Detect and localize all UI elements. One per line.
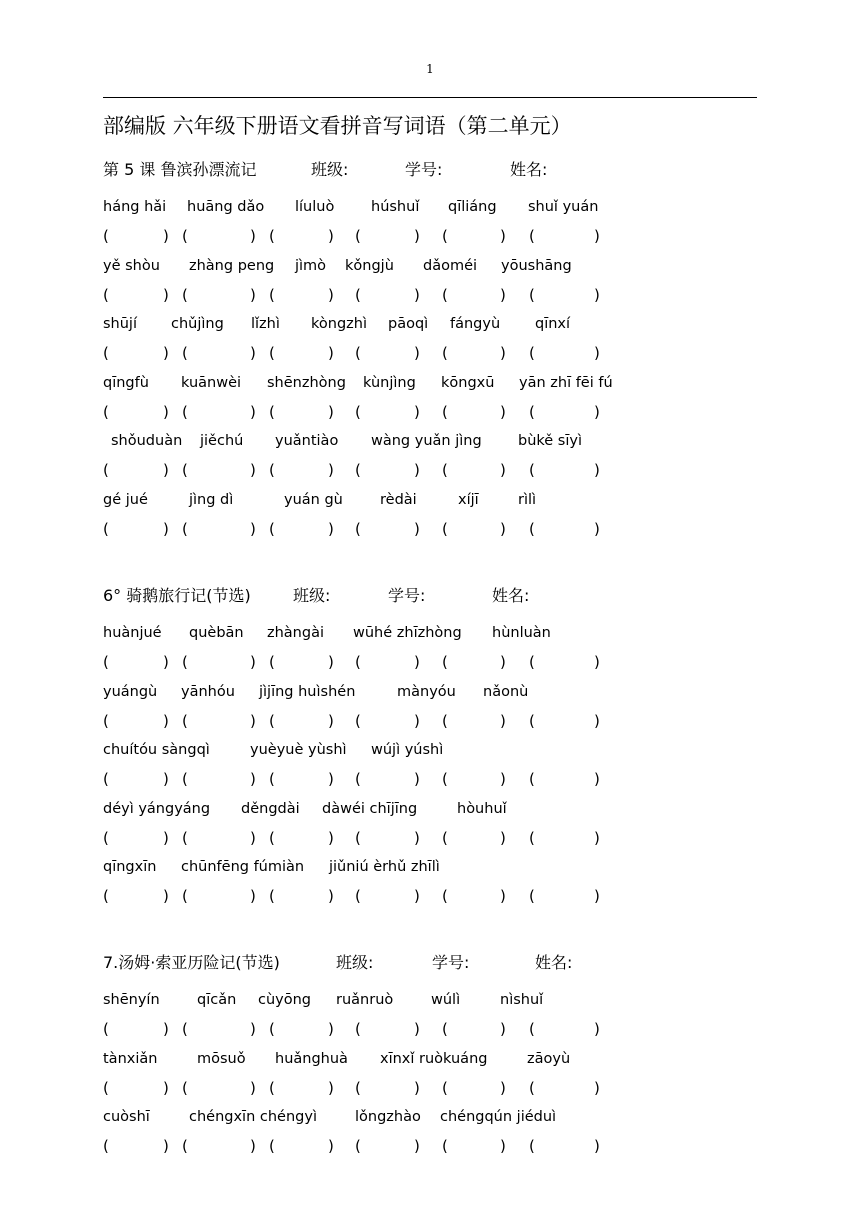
close-paren: ) xyxy=(414,344,420,362)
close-paren: ) xyxy=(414,227,420,245)
open-paren: ( xyxy=(103,227,109,245)
close-paren: ) xyxy=(594,285,600,304)
open-paren: ( xyxy=(529,402,535,421)
pinyin-word: ruǎnruò xyxy=(336,992,394,1008)
close-paren: ) xyxy=(250,1137,256,1155)
pinyin-word: qīngfù xyxy=(103,374,149,391)
open-paren: ( xyxy=(269,519,275,538)
header-rule xyxy=(103,97,757,98)
pinyin-word: shǒuduàn xyxy=(111,433,183,449)
pinyin-row xyxy=(103,369,757,398)
pinyin-word: shūjí xyxy=(103,316,137,332)
open-paren: ( xyxy=(442,770,448,788)
open-paren: ( xyxy=(355,519,361,538)
pinyin-word: shuǐ yuán xyxy=(528,199,599,215)
close-paren: ) xyxy=(250,1078,256,1097)
name-label: 姓名: xyxy=(535,953,573,972)
open-paren: ( xyxy=(182,1078,188,1097)
open-paren: ( xyxy=(269,711,275,730)
exercise-rows xyxy=(103,986,757,1162)
close-paren: ) xyxy=(163,887,169,905)
pinyin-word: yě shòu xyxy=(103,257,160,274)
pinyin-word: wúlì xyxy=(431,992,461,1008)
open-paren: ( xyxy=(355,653,361,671)
close-paren: ) xyxy=(500,1020,506,1038)
answer-blanks-row xyxy=(103,707,757,737)
open-paren: ( xyxy=(182,285,188,304)
open-paren: ( xyxy=(442,653,448,671)
close-paren: ) xyxy=(328,1078,334,1097)
student-id-label: 学号: xyxy=(432,953,470,972)
pinyin-word: quèbān xyxy=(189,625,244,641)
close-paren: ) xyxy=(250,402,256,421)
pinyin-word: rèdài xyxy=(380,491,417,508)
pinyin-word: chūnfēng fúmiàn xyxy=(181,859,305,875)
close-paren: ) xyxy=(328,887,334,905)
pinyin-word: shēnzhòng xyxy=(267,374,346,391)
document-title: 部编版 六年级下册语文看拼音写词语（第二单元） xyxy=(103,114,572,138)
open-paren: ( xyxy=(103,1020,109,1038)
close-paren: ) xyxy=(163,653,169,671)
close-paren: ) xyxy=(328,285,334,304)
close-paren: ) xyxy=(163,1020,169,1038)
open-paren: ( xyxy=(103,1078,109,1097)
open-paren: ( xyxy=(355,1078,361,1097)
close-paren: ) xyxy=(328,344,334,362)
open-paren: ( xyxy=(103,653,109,671)
close-paren: ) xyxy=(250,344,256,362)
pinyin-word: gé jué xyxy=(103,491,148,508)
class-label: 班级: xyxy=(311,160,349,179)
close-paren: ) xyxy=(500,402,506,421)
pinyin-word: kòngzhì xyxy=(311,316,367,332)
open-paren: ( xyxy=(103,828,109,847)
close-paren: ) xyxy=(163,461,169,479)
pinyin-row xyxy=(103,986,757,1015)
answer-blanks-row xyxy=(103,398,757,428)
pinyin-word: xíjī xyxy=(458,491,479,508)
open-paren: ( xyxy=(442,285,448,304)
close-paren: ) xyxy=(163,402,169,421)
page-number: 1 xyxy=(426,62,434,76)
close-paren: ) xyxy=(500,887,506,905)
close-paren: ) xyxy=(328,711,334,730)
pinyin-word: lǒngzhào xyxy=(355,1109,421,1125)
open-paren: ( xyxy=(355,1020,361,1038)
open-paren: ( xyxy=(269,344,275,362)
pinyin-row xyxy=(103,193,757,222)
open-paren: ( xyxy=(269,1137,275,1155)
lesson-6-section xyxy=(103,581,757,912)
pinyin-word: fángyù xyxy=(450,316,501,332)
pinyin-word: dàwéi chījīng xyxy=(322,800,418,817)
close-paren: ) xyxy=(414,653,420,671)
pinyin-word: qīnxí xyxy=(535,316,571,332)
lesson-title: 7.汤姆·索亚历险记(节选) xyxy=(103,953,280,972)
open-paren: ( xyxy=(355,828,361,847)
open-paren: ( xyxy=(355,227,361,245)
open-paren: ( xyxy=(442,519,448,538)
pinyin-word: nìshuǐ xyxy=(500,992,544,1008)
open-paren: ( xyxy=(529,227,535,245)
open-paren: ( xyxy=(103,402,109,421)
close-paren: ) xyxy=(500,285,506,304)
open-paren: ( xyxy=(269,461,275,479)
close-paren: ) xyxy=(414,1020,420,1038)
close-paren: ) xyxy=(250,887,256,905)
pinyin-word: mōsuǒ xyxy=(197,1050,246,1067)
close-paren: ) xyxy=(328,770,334,788)
open-paren: ( xyxy=(442,344,448,362)
close-paren: ) xyxy=(594,227,600,245)
pinyin-word: chéngqún jiéduì xyxy=(440,1109,557,1125)
answer-blanks-row xyxy=(103,1132,757,1162)
close-paren: ) xyxy=(594,344,600,362)
lesson-title: 第 5 课 鲁滨孙漂流记 xyxy=(103,160,257,179)
open-paren: ( xyxy=(103,461,109,479)
close-paren: ) xyxy=(414,285,420,304)
class-label: 班级: xyxy=(293,586,331,605)
pinyin-row xyxy=(103,427,757,456)
close-paren: ) xyxy=(594,653,600,671)
pinyin-word: chéngxīn chéngyì xyxy=(189,1109,317,1125)
name-label: 姓名: xyxy=(510,160,548,179)
close-paren: ) xyxy=(328,828,334,847)
exercise-rows xyxy=(103,619,757,912)
close-paren: ) xyxy=(414,828,420,847)
open-paren: ( xyxy=(103,344,109,362)
open-paren: ( xyxy=(269,1020,275,1038)
section-header xyxy=(103,155,757,181)
open-paren: ( xyxy=(529,887,535,905)
open-paren: ( xyxy=(269,828,275,847)
pinyin-word: háng hǎi xyxy=(103,199,167,215)
close-paren: ) xyxy=(500,519,506,538)
close-paren: ) xyxy=(594,1020,600,1038)
close-paren: ) xyxy=(163,1078,169,1097)
answer-blanks-row xyxy=(103,515,757,545)
open-paren: ( xyxy=(355,344,361,362)
pinyin-word: déyì yángyáng xyxy=(103,800,211,817)
close-paren: ) xyxy=(500,227,506,245)
close-paren: ) xyxy=(328,519,334,538)
open-paren: ( xyxy=(529,1020,535,1038)
section-header xyxy=(103,581,757,607)
answer-blanks-row xyxy=(103,882,757,912)
answer-blanks-row xyxy=(103,456,757,486)
open-paren: ( xyxy=(182,770,188,788)
answer-blanks-row xyxy=(103,1015,757,1045)
pinyin-row xyxy=(103,252,757,281)
lesson-7-section xyxy=(103,948,757,1162)
pinyin-word: děngdài xyxy=(241,800,300,817)
close-paren: ) xyxy=(250,227,256,245)
open-paren: ( xyxy=(529,461,535,479)
close-paren: ) xyxy=(414,402,420,421)
open-paren: ( xyxy=(182,653,188,671)
open-paren: ( xyxy=(103,711,109,730)
open-paren: ( xyxy=(529,653,535,671)
pinyin-word: wàng yuǎn jìng xyxy=(371,433,482,449)
pinyin-word: xīnxǐ ruòkuáng xyxy=(380,1050,488,1067)
open-paren: ( xyxy=(442,711,448,730)
close-paren: ) xyxy=(328,227,334,245)
open-paren: ( xyxy=(269,285,275,304)
pinyin-word: tànxiǎn xyxy=(103,1050,158,1067)
close-paren: ) xyxy=(594,402,600,421)
close-paren: ) xyxy=(500,461,506,479)
pinyin-word: qīngxīn xyxy=(103,859,157,875)
close-paren: ) xyxy=(594,1137,600,1155)
pinyin-word: zhàngài xyxy=(267,625,324,641)
open-paren: ( xyxy=(529,344,535,362)
pinyin-word: hùnluàn xyxy=(492,625,551,641)
answer-blanks-row xyxy=(103,339,757,369)
open-paren: ( xyxy=(355,402,361,421)
open-paren: ( xyxy=(355,461,361,479)
close-paren: ) xyxy=(414,1137,420,1155)
open-paren: ( xyxy=(529,519,535,538)
close-paren: ) xyxy=(594,519,600,538)
pinyin-word: yuǎntiào xyxy=(275,433,339,449)
close-paren: ) xyxy=(500,344,506,362)
open-paren: ( xyxy=(355,770,361,788)
close-paren: ) xyxy=(250,519,256,538)
pinyin-word: líuluò xyxy=(295,199,335,215)
pinyin-word: qīcǎn xyxy=(197,992,237,1008)
pinyin-word: huāng dǎo xyxy=(187,199,265,215)
close-paren: ) xyxy=(250,770,256,788)
answer-blanks-row xyxy=(103,765,757,795)
open-paren: ( xyxy=(442,461,448,479)
open-paren: ( xyxy=(182,887,188,905)
open-paren: ( xyxy=(529,1137,535,1155)
close-paren: ) xyxy=(500,653,506,671)
pinyin-word: nǎonù xyxy=(483,683,529,700)
pinyin-word: zhàng peng xyxy=(189,257,275,274)
close-paren: ) xyxy=(328,653,334,671)
pinyin-row xyxy=(103,619,757,648)
pinyin-word: bùkě sīyì xyxy=(518,433,582,449)
open-paren: ( xyxy=(269,1078,275,1097)
open-paren: ( xyxy=(182,519,188,538)
pinyin-row xyxy=(103,795,757,824)
pinyin-word: kùnjìng xyxy=(363,374,416,391)
close-paren: ) xyxy=(414,519,420,538)
pinyin-word: cùyōng xyxy=(258,992,312,1008)
open-paren: ( xyxy=(269,653,275,671)
pinyin-row xyxy=(103,678,757,707)
pinyin-word: chǔjìng xyxy=(171,316,224,332)
close-paren: ) xyxy=(163,285,169,304)
pinyin-word: yuángù xyxy=(103,683,158,700)
open-paren: ( xyxy=(182,711,188,730)
pinyin-word: jìjīng huìshén xyxy=(259,683,356,700)
pinyin-word: jìmò xyxy=(295,257,327,274)
close-paren: ) xyxy=(500,711,506,730)
pinyin-row xyxy=(103,853,757,882)
pinyin-row xyxy=(103,1045,757,1074)
open-paren: ( xyxy=(269,770,275,788)
open-paren: ( xyxy=(269,887,275,905)
open-paren: ( xyxy=(442,227,448,245)
pinyin-word: yānhóu xyxy=(181,683,235,700)
open-paren: ( xyxy=(103,1137,109,1155)
pinyin-word: wūhé zhīzhòng xyxy=(353,625,462,641)
open-paren: ( xyxy=(182,227,188,245)
open-paren: ( xyxy=(182,828,188,847)
pinyin-word: wújì yúshì xyxy=(371,742,444,758)
pinyin-word: shēnyín xyxy=(103,992,160,1008)
open-paren: ( xyxy=(355,887,361,905)
pinyin-word: huànjué xyxy=(103,625,162,641)
open-paren: ( xyxy=(103,285,109,304)
close-paren: ) xyxy=(594,828,600,847)
close-paren: ) xyxy=(250,711,256,730)
pinyin-word: yuèyuè yùshì xyxy=(250,742,347,758)
open-paren: ( xyxy=(182,344,188,362)
pinyin-word: húshuǐ xyxy=(371,199,420,215)
pinyin-word: yuán gù xyxy=(284,491,343,508)
pinyin-row xyxy=(103,486,757,515)
close-paren: ) xyxy=(500,770,506,788)
close-paren: ) xyxy=(328,1137,334,1155)
pinyin-word: qīliáng xyxy=(448,199,497,215)
open-paren: ( xyxy=(442,1020,448,1038)
pinyin-word: pāoqì xyxy=(388,316,429,332)
close-paren: ) xyxy=(250,828,256,847)
open-paren: ( xyxy=(269,402,275,421)
close-paren: ) xyxy=(163,828,169,847)
close-paren: ) xyxy=(414,461,420,479)
open-paren: ( xyxy=(442,887,448,905)
answer-blanks-row xyxy=(103,222,757,252)
pinyin-word: dǎoméi xyxy=(423,257,478,274)
lesson-5-section xyxy=(103,155,757,544)
open-paren: ( xyxy=(182,1020,188,1038)
open-paren: ( xyxy=(442,828,448,847)
open-paren: ( xyxy=(529,828,535,847)
answer-blanks-row xyxy=(103,1074,757,1104)
pinyin-word: jiǔniú èrhǔ zhīlì xyxy=(329,859,440,875)
close-paren: ) xyxy=(594,711,600,730)
close-paren: ) xyxy=(328,402,334,421)
close-paren: ) xyxy=(163,711,169,730)
open-paren: ( xyxy=(355,711,361,730)
close-paren: ) xyxy=(500,828,506,847)
close-paren: ) xyxy=(594,770,600,788)
pinyin-word: cuòshī xyxy=(103,1109,150,1125)
pinyin-word: kǒngjù xyxy=(345,257,394,274)
pinyin-word: rìlì xyxy=(518,491,537,508)
open-paren: ( xyxy=(355,285,361,304)
close-paren: ) xyxy=(250,1020,256,1038)
open-paren: ( xyxy=(182,1137,188,1155)
pinyin-word: jiěchú xyxy=(200,433,244,449)
pinyin-row xyxy=(103,736,757,765)
answer-blanks-row xyxy=(103,648,757,678)
close-paren: ) xyxy=(594,461,600,479)
answer-blanks-row xyxy=(103,824,757,854)
pinyin-word: yōushāng xyxy=(501,257,572,274)
open-paren: ( xyxy=(529,711,535,730)
section-header xyxy=(103,948,757,974)
pinyin-word: zāoyù xyxy=(527,1050,571,1067)
open-paren: ( xyxy=(269,227,275,245)
close-paren: ) xyxy=(594,887,600,905)
pinyin-row xyxy=(103,1103,757,1132)
pinyin-word: hòuhuǐ xyxy=(457,800,507,817)
close-paren: ) xyxy=(163,344,169,362)
close-paren: ) xyxy=(163,1137,169,1155)
pinyin-word: yān zhī fēi fú xyxy=(519,374,613,391)
open-paren: ( xyxy=(529,770,535,788)
open-paren: ( xyxy=(529,285,535,304)
name-label: 姓名: xyxy=(492,586,530,605)
close-paren: ) xyxy=(594,1078,600,1097)
open-paren: ( xyxy=(103,519,109,538)
open-paren: ( xyxy=(442,1137,448,1155)
open-paren: ( xyxy=(442,1078,448,1097)
answer-blanks-row xyxy=(103,281,757,311)
close-paren: ) xyxy=(163,519,169,538)
close-paren: ) xyxy=(250,461,256,479)
pinyin-word: jìng dì xyxy=(189,491,234,508)
close-paren: ) xyxy=(414,770,420,788)
open-paren: ( xyxy=(529,1078,535,1097)
pinyin-word: lǐzhì xyxy=(251,316,280,332)
lesson-title: 6° 骑鹅旅行记(节选) xyxy=(103,586,251,605)
close-paren: ) xyxy=(328,1020,334,1038)
pinyin-word: chuítóu sàngqì xyxy=(103,742,210,758)
close-paren: ) xyxy=(163,227,169,245)
open-paren: ( xyxy=(355,1137,361,1155)
pinyin-word: huǎnghuà xyxy=(275,1050,348,1067)
pinyin-word: kōngxū xyxy=(441,374,495,391)
exercise-rows xyxy=(103,193,757,544)
open-paren: ( xyxy=(182,461,188,479)
open-paren: ( xyxy=(442,402,448,421)
close-paren: ) xyxy=(250,285,256,304)
pinyin-word: kuānwèi xyxy=(181,374,242,391)
open-paren: ( xyxy=(103,770,109,788)
class-label: 班级: xyxy=(336,953,374,972)
close-paren: ) xyxy=(500,1078,506,1097)
close-paren: ) xyxy=(414,887,420,905)
close-paren: ) xyxy=(414,711,420,730)
student-id-label: 学号: xyxy=(405,160,443,179)
student-id-label: 学号: xyxy=(388,586,426,605)
pinyin-row xyxy=(103,310,757,339)
close-paren: ) xyxy=(500,1137,506,1155)
close-paren: ) xyxy=(414,1078,420,1097)
pinyin-word: mànyóu xyxy=(397,683,456,700)
close-paren: ) xyxy=(250,653,256,671)
open-paren: ( xyxy=(103,887,109,905)
close-paren: ) xyxy=(163,770,169,788)
open-paren: ( xyxy=(182,402,188,421)
close-paren: ) xyxy=(328,461,334,479)
